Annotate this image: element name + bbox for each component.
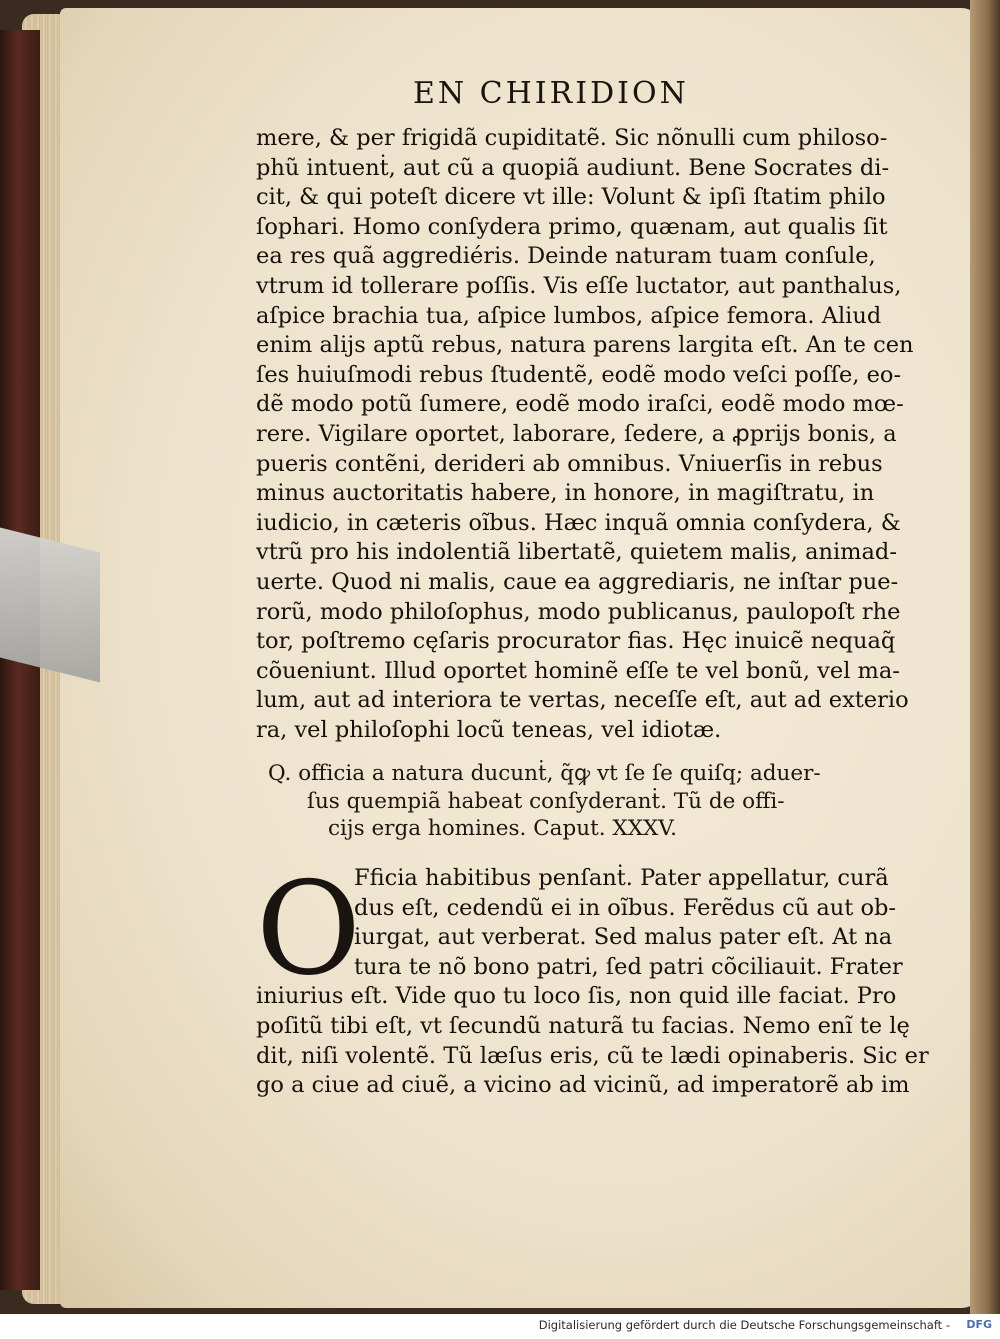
running-title: EN CHIRIDION — [413, 76, 689, 111]
dfg-logo: DFG — [966, 1318, 992, 1331]
text-line: mere, & per frigidã cupiditatẽ. Sic nõnulli cum philoso- — [256, 125, 888, 151]
text-line: vtrum id tollerare poſſis. Vis eſſe luctator, aut panthalus, — [256, 272, 902, 299]
text-line: rere. Vigilare oportet, laborare, ſedere, a ꝓprijs bonis, a — [256, 420, 897, 447]
text-line: vtrũ pro his indolentiã libertatẽ, quietem malis, animad- — [256, 539, 897, 566]
text-line: dus eſt, cedendũ ei in oĩbus. Ferẽdus cũ aut ob- — [354, 894, 896, 921]
paper-slip — [0, 528, 100, 683]
digitization-credit: Digitalisierung gefördert durch die Deutsche Forschungsgemeinschaft - — [538, 1318, 950, 1332]
text-line: lum, aut ad interiora te vertas, neceſſe eſt, aut ad exterio — [256, 687, 909, 714]
text-line: phũ intuenṫ, aut cũ a quopiã audiunt. Bene Socrates di- — [256, 154, 890, 181]
text-line: ſes huiuſmodi rebus ſtudentẽ, eodẽ modo veſci poſſe, eo- — [256, 361, 902, 388]
text-line: ea res quã aggrediéris. Deinde naturam tuam conſule, — [256, 243, 876, 270]
chapter-heading — [268, 760, 821, 843]
text-line: cit, & qui poteſt dicere vt ille: Volunt & ipſi ſtatim philo — [256, 184, 886, 211]
chapter-heading-line: Q. officia a natura ducunṫ, q̃ꝙ vt ſe ſe quiſq; aduer- — [268, 761, 821, 786]
text-line: dẽ modo potũ ſumere, eodẽ modo iraſci, eodẽ modo mœ- — [256, 391, 904, 418]
text-line: poſitũ tibi eſt, vt ſecundũ naturã tu facias. Nemo enĩ te lę — [256, 1012, 910, 1039]
facing-page-edge — [970, 0, 1000, 1314]
chapter-heading-line: cijs erga homines. Caput. XXXV. — [328, 816, 677, 841]
text-line: iniurius eſt. Vide quo tu loco ſis, non quid ille faciat. Pro — [256, 983, 897, 1010]
text-line: ſophari. Homo conſydera primo, quænam, aut qualis ſit — [256, 213, 888, 240]
text-line: rorũ, modo philoſophus, modo publicanus, paulopoſt rhe — [256, 598, 901, 625]
text-line: iurgat, aut verberat. Sed malus pater eſt. At na — [354, 924, 893, 951]
text-line: tura te nõ bono patri, ſed patri cõciliauit. Frater — [354, 953, 903, 980]
text-line: tor, poſtremo cęſaris procurator fias. Hęc inuicẽ nequaq̃ — [256, 628, 896, 655]
text-line: enim alijs aptũ rebus, natura parens largita eſt. An te cen — [256, 332, 914, 359]
text-line: iudicio, in cæteris oĩbus. Hæc inquã omnia conſydera, & — [256, 509, 901, 536]
text-line: ra, vel philoſophi locũ teneas, vel idiotæ. — [256, 716, 722, 743]
text-line: go a ciue ad ciuẽ, a vicino ad vicinũ, ad imperatorẽ ab im — [256, 1072, 910, 1099]
text-line: aſpice brachia tua, aſpice lumbos, aſpice femora. Aliud — [256, 302, 882, 329]
text-line: uerte. Quod ni malis, caue ea aggrediaris, ne inſtar pue- — [256, 568, 899, 595]
text-line: pueris contẽni, derideri ab omnibus. Vniuerſis in rebus — [256, 450, 883, 477]
text-line: Fficia habitibus penſanṫ. Pater appellatur, curã — [354, 865, 889, 891]
text-line: minus auctoritatis habere, in honore, in magiſtratu, in — [256, 480, 875, 507]
body-text — [256, 124, 914, 745]
text-line: cõueniunt. Illud oportet hominẽ eſſe te vel bonũ, vel ma- — [256, 657, 900, 684]
chapter-heading-line: ſus quempiã habeat conſyderanṫ. Tũ de offi- — [307, 788, 785, 814]
drop-capital: O — [256, 855, 361, 1004]
chapter-body-text — [256, 855, 929, 1101]
text-line: dit, niſi volentẽ. Tũ læſus eris, cũ te lædi opinaberis. Sic er — [256, 1042, 929, 1069]
